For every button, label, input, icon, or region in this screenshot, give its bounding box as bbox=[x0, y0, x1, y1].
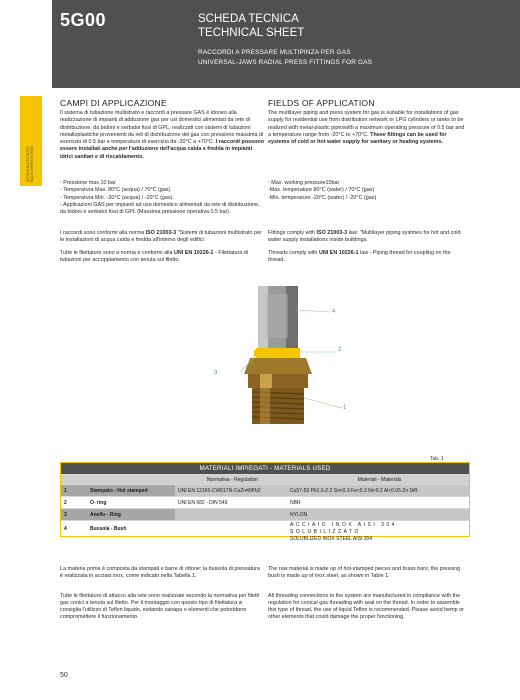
applications-it bbox=[60, 98, 264, 161]
callout-1: 1 bbox=[343, 405, 347, 411]
threads-it: Tutte le filettature sono a norma e conformi alla UNI EN 10226-1 - Filettatura di tubazioni per accoppiamento con tenuta sul filetto. bbox=[60, 249, 248, 263]
header-title bbox=[198, 12, 304, 40]
table-label: Tab. 1 bbox=[430, 456, 444, 462]
compliance-en: Fittings comply with ISO 21003-3 law: "Multilayer piping systmes for hot and cold water supply installations inside buildings. bbox=[268, 230, 461, 244]
specs-en bbox=[268, 180, 468, 202]
footer-it-p1: La materia prima è composta da stampati e barre di ottone; la bussola di pressatura è realizzata in acciaio inox, come indicato nella Tabella 1. bbox=[60, 566, 260, 580]
title-en: TECHNICAL SHEET bbox=[198, 27, 305, 39]
spec-en-line: -Min. temperature -20°C (water) / -20°C (gas) bbox=[268, 194, 377, 201]
callout-3: 3 bbox=[214, 370, 218, 376]
side-strip-text bbox=[23, 96, 45, 186]
section-title-it: CAMPI DI APPLICAZIONE bbox=[60, 98, 167, 108]
footer-en-p1: The raw material is made up of hot-stamped pieces and brass bars; the pressing bush is made up of inox steel, as shown in Table 1. bbox=[268, 566, 461, 580]
norms-it bbox=[60, 230, 264, 269]
footer-en-p2: All threading connections to the system are manufactured in compliance with the regulation for conical gas threading with seal on the thread. In order to assemble this type of thread, the use of liquid Teflon is recommended. Please avoid hemp or other elements that could damage the proper functioning. bbox=[268, 592, 464, 621]
applications-en-bold: These fittings can be used for systems of cold or hot water supply for sanitary or heating systems. bbox=[268, 131, 447, 146]
footer-it bbox=[60, 566, 264, 627]
section-title-en: FIELDS OF APPLICATION bbox=[268, 98, 375, 108]
threads-en: Threads comply with UNI EN 10226-1 law - Piping thread for coupling on the thread. bbox=[268, 249, 451, 263]
applications-en bbox=[268, 98, 468, 146]
applications-it-bold: I raccordi possono essere installati anche per l'adduzione dell'acqua calda e fredda in impianti idrici sanitari e di riscaldamento. bbox=[60, 139, 265, 160]
compliance-it: I raccordi sono conformi alla norma ISO 21003-3 "Sistemi di tubazioni multistrato per le installazioni di acqua calda e fredda all'interno degli edifici. bbox=[60, 230, 262, 244]
strip-line-2: MULTILAYER SYSTEMS bbox=[30, 146, 35, 182]
subtitle-en: UNIVERSAL-JAWS RADIAL PRESS FITTINGS FOR GAS bbox=[198, 59, 373, 66]
table-title: MATERIALI IMPIEGATI - MATERIALS USED bbox=[61, 463, 469, 474]
table-row: 1 Stampato - Hot stamped UNI EN 12165-CW617N-CuZn40Pb2 Cu57-59 Pb1.6-2.2 Sn<0.3 Fe<0.3 Ni<0.2 Al<0.05 Zn Diff. bbox=[61, 484, 469, 496]
header-subtitle bbox=[198, 48, 372, 68]
spec-it-line: - Temperatura Min. -20°C (acqua) / -20°C (gas). bbox=[60, 194, 174, 201]
applications-en-text: The multilayer piping and press system for gas is suitable for installations of gas supply for residential use from distribution network or LPG cylinders or tanks to be realized with metal-plastic pipeswith a maximum operating pressure of 0.5 bar and a temperature range from -20°C to +70°C. These fittings can be used for systems of cold or hot water supply for sanitary or heating systems. bbox=[268, 110, 465, 146]
col-regulation: Normativa - Regulation bbox=[206, 477, 259, 483]
page-number: 50 bbox=[60, 672, 68, 679]
press-fitting-illustration bbox=[200, 280, 360, 430]
strip-line-1: SISTEMI MULTISTRATO bbox=[26, 146, 30, 182]
applications-it-text: Il sistema di tubazione multistrato e raccordi a pressare GAS è idoneo alla realizzazione di impianti di adduzione gas per usi domestici alimentati da rete di distribuzione, da bidoni e serbatoi fissi di GPL, realizzati con sistemi di tubazioni metalloplastiche provenienti da reti di distribuzione del gas con pressione massima di esercizio di 0.5 bar e temperatura di esercizio da -20°C a +70°C. I raccordi possono essere installati anche per l'adduzione dell'acqua calda e fredda in impianti idrici sanitari e di riscaldamento. bbox=[60, 110, 265, 160]
footer-en bbox=[268, 566, 468, 627]
title-it: SCHEDA TECNICA bbox=[198, 13, 299, 25]
spec-it-line: - Temperatura Max. 80°C (acqua) / 70°C (gas). bbox=[60, 187, 172, 194]
spec-en-line: -Max. temperature 80°C (water) / 70°C (gas) bbox=[268, 187, 375, 194]
norms-en bbox=[268, 230, 468, 269]
footer-it-p2: Tutte le filettature di attacco alla rete sono realizzate secondo la normativa per filetti gas conici a tenuta sul filetto. Per il montaggio con questo tipo di filettatura si consiglia l'utilizzo di Teflon liquido, evitando canapa o elementi che potrebbero compromettere il funzionamento. bbox=[60, 592, 260, 621]
table-header-row bbox=[61, 474, 469, 484]
product-code: 5G00 bbox=[60, 10, 107, 30]
table-row: 4 Bussola - Bush ACCIAIO INOX AISI 304 SOLUBILIZZATO SOLUBLIZED INOX STEEL AISI 304 bbox=[61, 520, 469, 536]
materials-table bbox=[60, 462, 470, 542]
nylon-ring bbox=[256, 348, 300, 358]
side-strip bbox=[20, 96, 42, 186]
subtitle-it: RACCORDI A PRESSARE MULTIPINZA PER GAS bbox=[198, 49, 351, 56]
table-row: 3 Anello - Ring NYLON bbox=[61, 508, 469, 520]
spec-it-line: - Applicazioni GAS per impianti ad uso domestico alimentati da rete di distribuzione, da bidoni e serbatoi fissi di GPL (Massima pressione operativa 0.5 bar). bbox=[60, 201, 260, 216]
brass-body bbox=[244, 358, 312, 374]
col-materials: Materiali - Materials bbox=[357, 477, 402, 483]
callout-2: 2 bbox=[338, 347, 342, 353]
specs-it bbox=[60, 180, 264, 216]
spec-it-line: - Pressione max.10 bar bbox=[60, 180, 116, 186]
callout-4: 4 bbox=[332, 309, 336, 315]
table-row: 2 O- ring UNI EN 682 - DIN 549 NBR bbox=[61, 496, 469, 508]
spec-en-line: - Max. working pressure10bar bbox=[268, 180, 340, 186]
